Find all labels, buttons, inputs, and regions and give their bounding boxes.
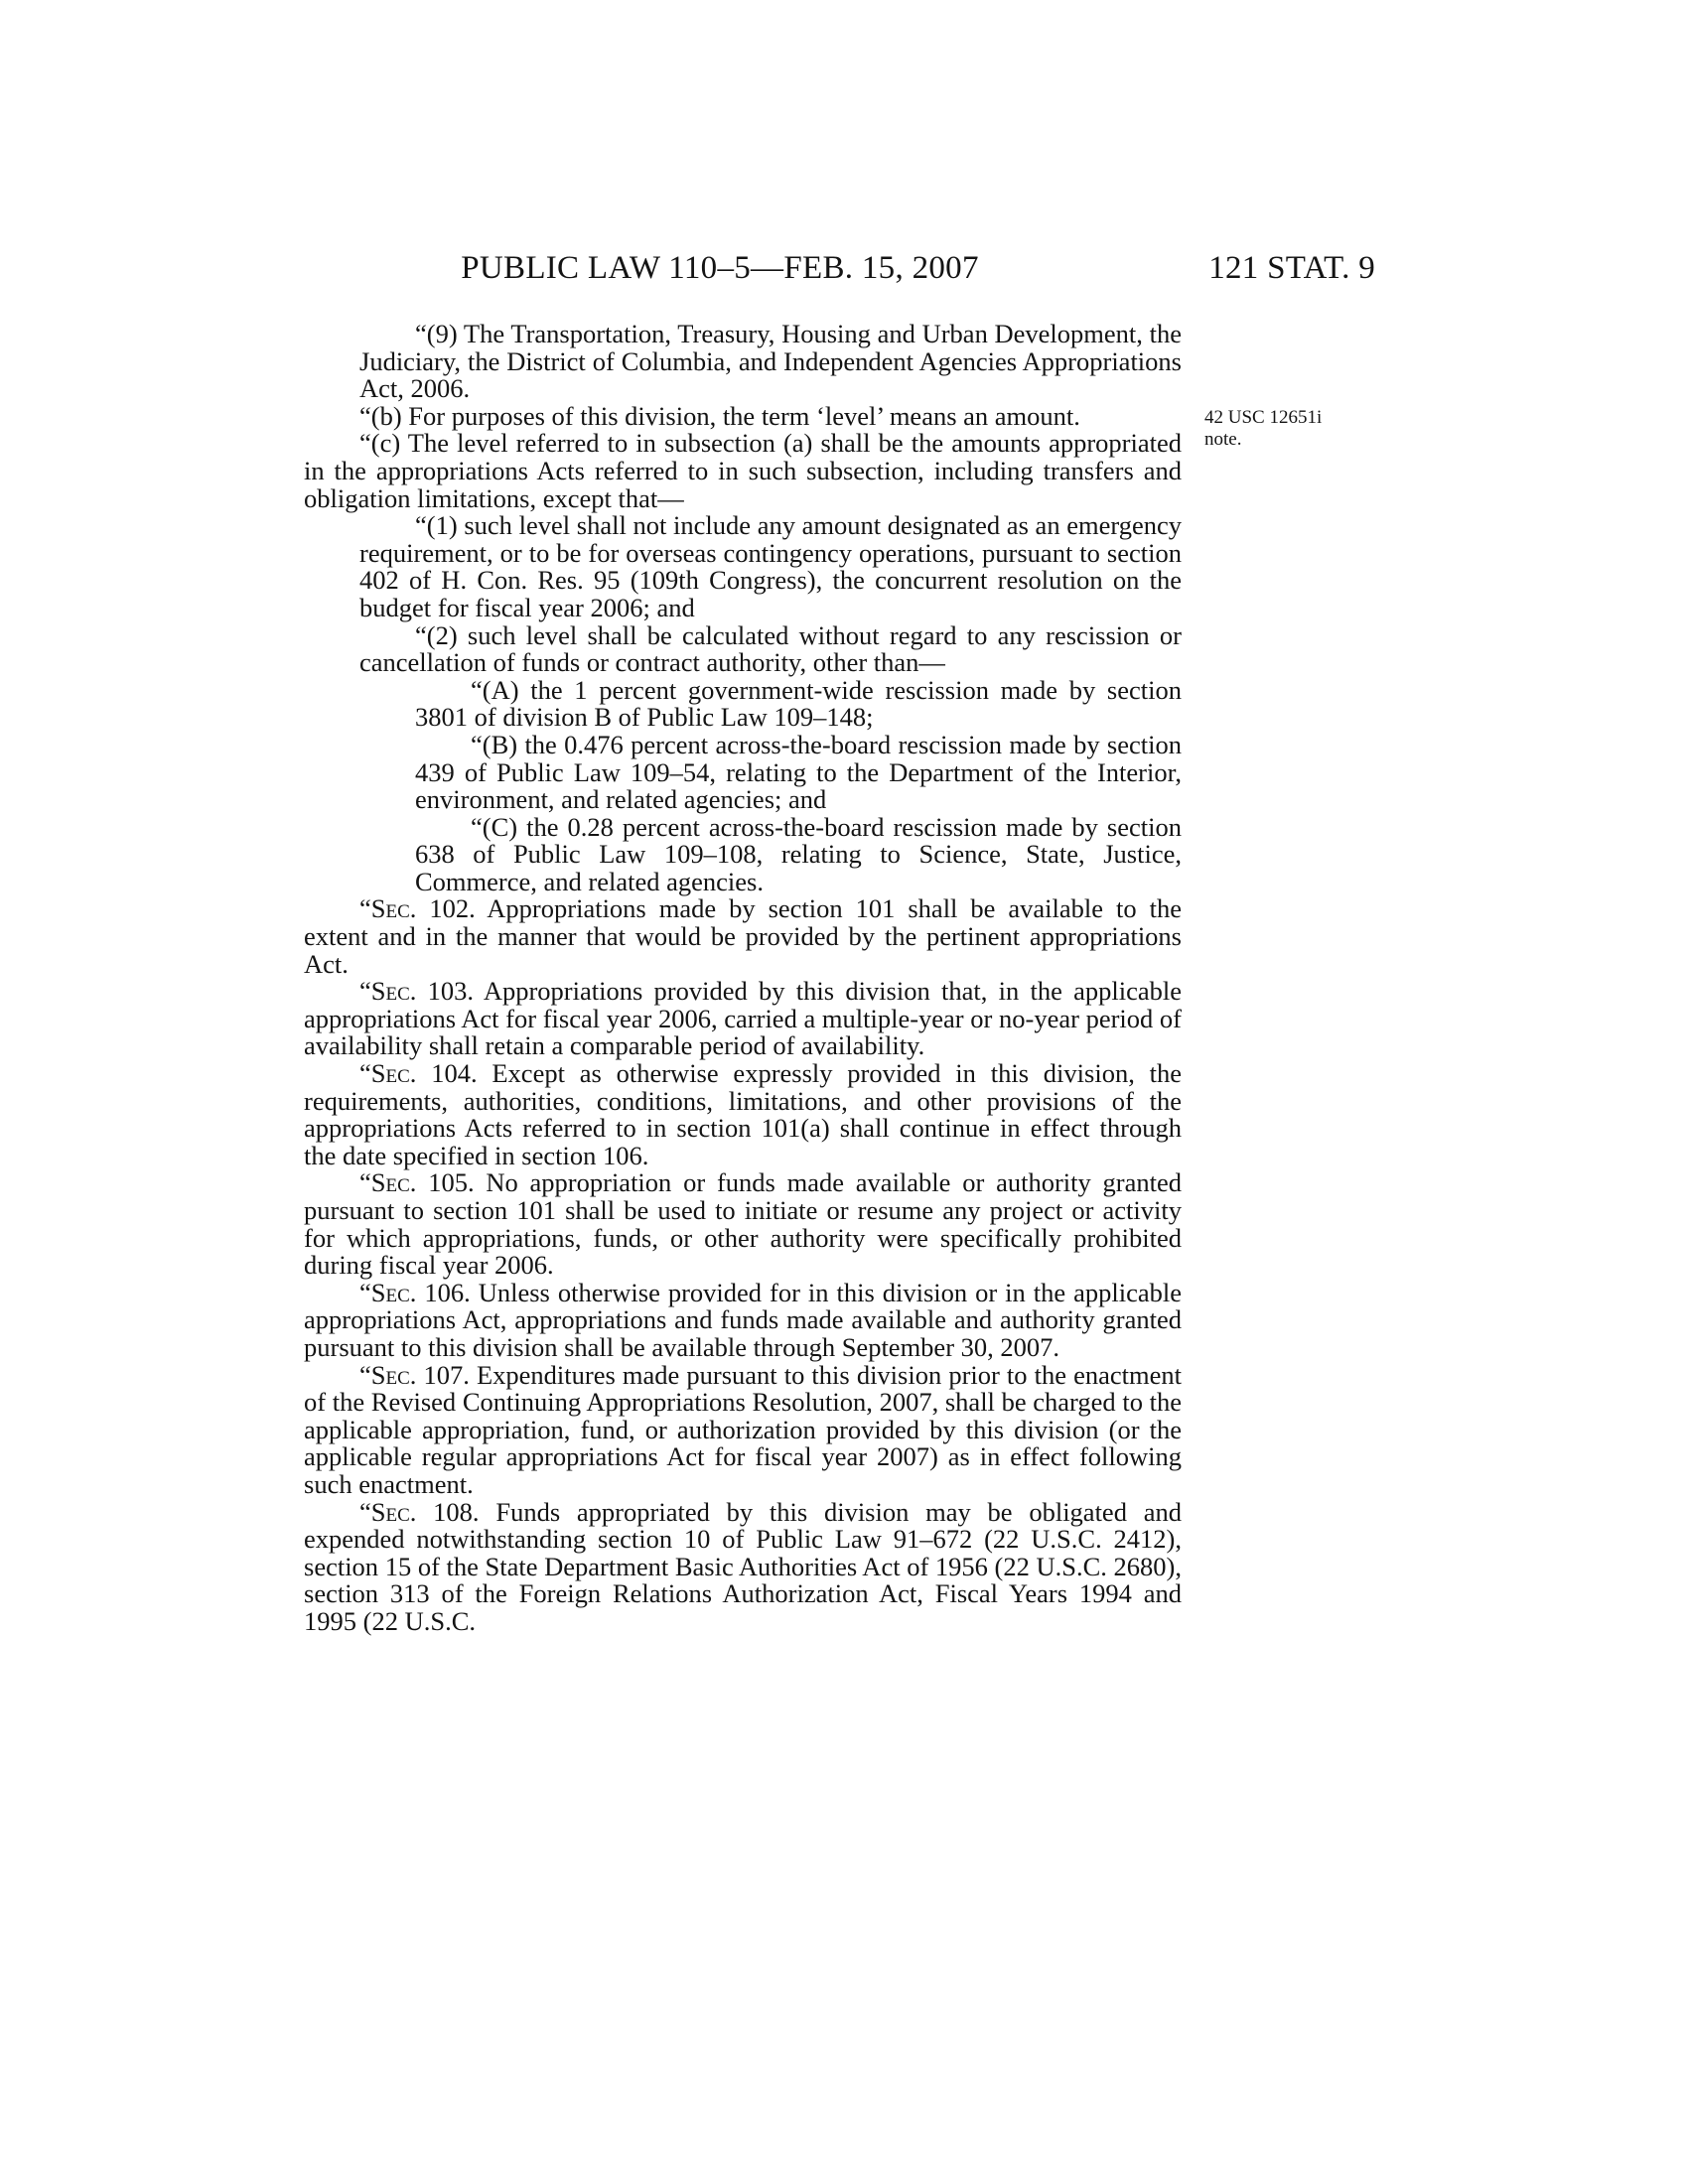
section-102 <box>304 895 1182 978</box>
page-header <box>0 248 1688 288</box>
paragraph-subsection-c <box>304 430 1182 512</box>
section-label: “Sec. <box>359 1167 417 1198</box>
paragraph-text: “(B) the 0.476 percent across-the-board rescission made by section 439 of Public Law 109–54, relating to the Department of the Interior, environment, and related agencies; and <box>415 729 1182 815</box>
section-label: “Sec. <box>359 976 417 1007</box>
paragraph-text: “(C) the 0.28 percent across-the-board rescission made by section 638 of Public Law 109–108, relating to Science, State, Justice, Commerce, and related agencies. <box>415 811 1182 896</box>
section-label: “Sec. <box>359 1277 417 1307</box>
statute-page-number: 121 STAT. 9 <box>1208 250 1375 286</box>
paragraph-item-9 <box>304 321 1182 403</box>
paragraph-text: 108. Funds appropriated by this division may be obligated and expended notwithstanding section 10 of Public Law 91–672 (22 U.S.C. 2412), section 15 of the State Department Basic Authorities Act of 1956 (22 U.S.C. 2680), section 313 of the Foreign Relations Authorization Act, Fiscal Years 1994 and 1995 (22 U.S.C. <box>304 1496 1182 1636</box>
paragraph-text: 107. Expenditures made pursuant to this division prior to the enactment of the Revised Continuing Appropriations Resolution, 2007, shall be charged to the applicable appropriation, fund, or authorization provided by this division (or the applicable regular appropriations Act for fiscal year 2007) as in effect following such enactment. <box>304 1359 1182 1499</box>
section-label: “Sec. <box>359 1058 417 1089</box>
margin-citation-note <box>1204 407 1393 451</box>
paragraph-text: “(b) For purposes of this division, the term ‘level’ means an amount. <box>359 400 1080 431</box>
paragraph-text: “(2) such level shall be calculated without regard to any rescission or cancellation of funds or contract authority, other than— <box>359 619 1182 678</box>
paragraph-item-2 <box>304 619 1182 678</box>
paragraph-item-c <box>304 811 1182 896</box>
paragraph-item-b <box>304 729 1182 815</box>
section-108 <box>304 1496 1182 1636</box>
paragraph-subsection-b <box>304 400 1182 431</box>
section-label: “Sec. <box>359 1359 417 1390</box>
paragraph-text: “(9) The Transportation, Treasury, Housing and Urban Development, the Judiciary, the District of Columbia, and Independent Agencies Appropriations Act, 2006. <box>359 319 1182 404</box>
statute-body-text <box>304 321 1182 1636</box>
paragraph-text: “(A) the 1 percent government-wide rescission made by section 3801 of division B of Public Law 109–148; <box>415 674 1182 733</box>
paragraph-item-1 <box>304 512 1182 621</box>
margin-citation-line: note. <box>1204 429 1242 450</box>
running-head-title: PUBLIC LAW 110–5—FEB. 15, 2007 <box>461 250 979 286</box>
section-103 <box>304 978 1182 1060</box>
section-107 <box>304 1359 1182 1499</box>
paragraph-text: 105. No appropriation or funds made available or authority granted pursuant to section 101 shall be used to initiate or resume any project or activity for which appropriations, funds, or other authority were specifically prohibited during fiscal year 2006. <box>304 1167 1182 1281</box>
paragraph-text: “(c) The level referred to in subsection (a) shall be the amounts appropriated in the appropriations Acts referred to in such subsection, including transfers and obligation limitations, except that— <box>304 428 1182 513</box>
section-label: “Sec. <box>359 1496 417 1527</box>
margin-citation-line: 42 USC 12651i <box>1204 407 1323 428</box>
section-105 <box>304 1169 1182 1279</box>
paragraph-text: 104. Except as otherwise expressly provided in this division, the requirements, authorities, conditions, limitations, and other provisions of the appropriations Acts referred to in section 101(a) shall continue in effect through the date specified in section 106. <box>304 1058 1182 1170</box>
section-106 <box>304 1277 1182 1362</box>
paragraph-item-a <box>304 674 1182 733</box>
section-104 <box>304 1060 1182 1169</box>
section-label: “Sec. <box>359 893 417 924</box>
paragraph-text: 106. Unless otherwise provided for in this division or in the applicable appropriations Act, appropriations and funds made available and authority granted pursuant to this division shall be available through September 30, 2007. <box>304 1277 1182 1362</box>
paragraph-text: “(1) such level shall not include any amount designated as an emergency requirement, or to be for overseas contingency operations, pursuant to section 402 of H. Con. Res. 95 (109th Congress), the concurrent resolution on the budget for fiscal year 2006; and <box>359 510 1182 622</box>
paragraph-text: 103. Appropriations provided by this division that, in the applicable appropriations Act for fiscal year 2006, carried a multiple-year or no-year period of availability shall retain a comparable period of availability. <box>304 976 1182 1061</box>
paragraph-text: 102. Appropriations made by section 101 shall be available to the extent and in the manner that would be provided by the pertinent appropriations Act. <box>304 893 1182 979</box>
